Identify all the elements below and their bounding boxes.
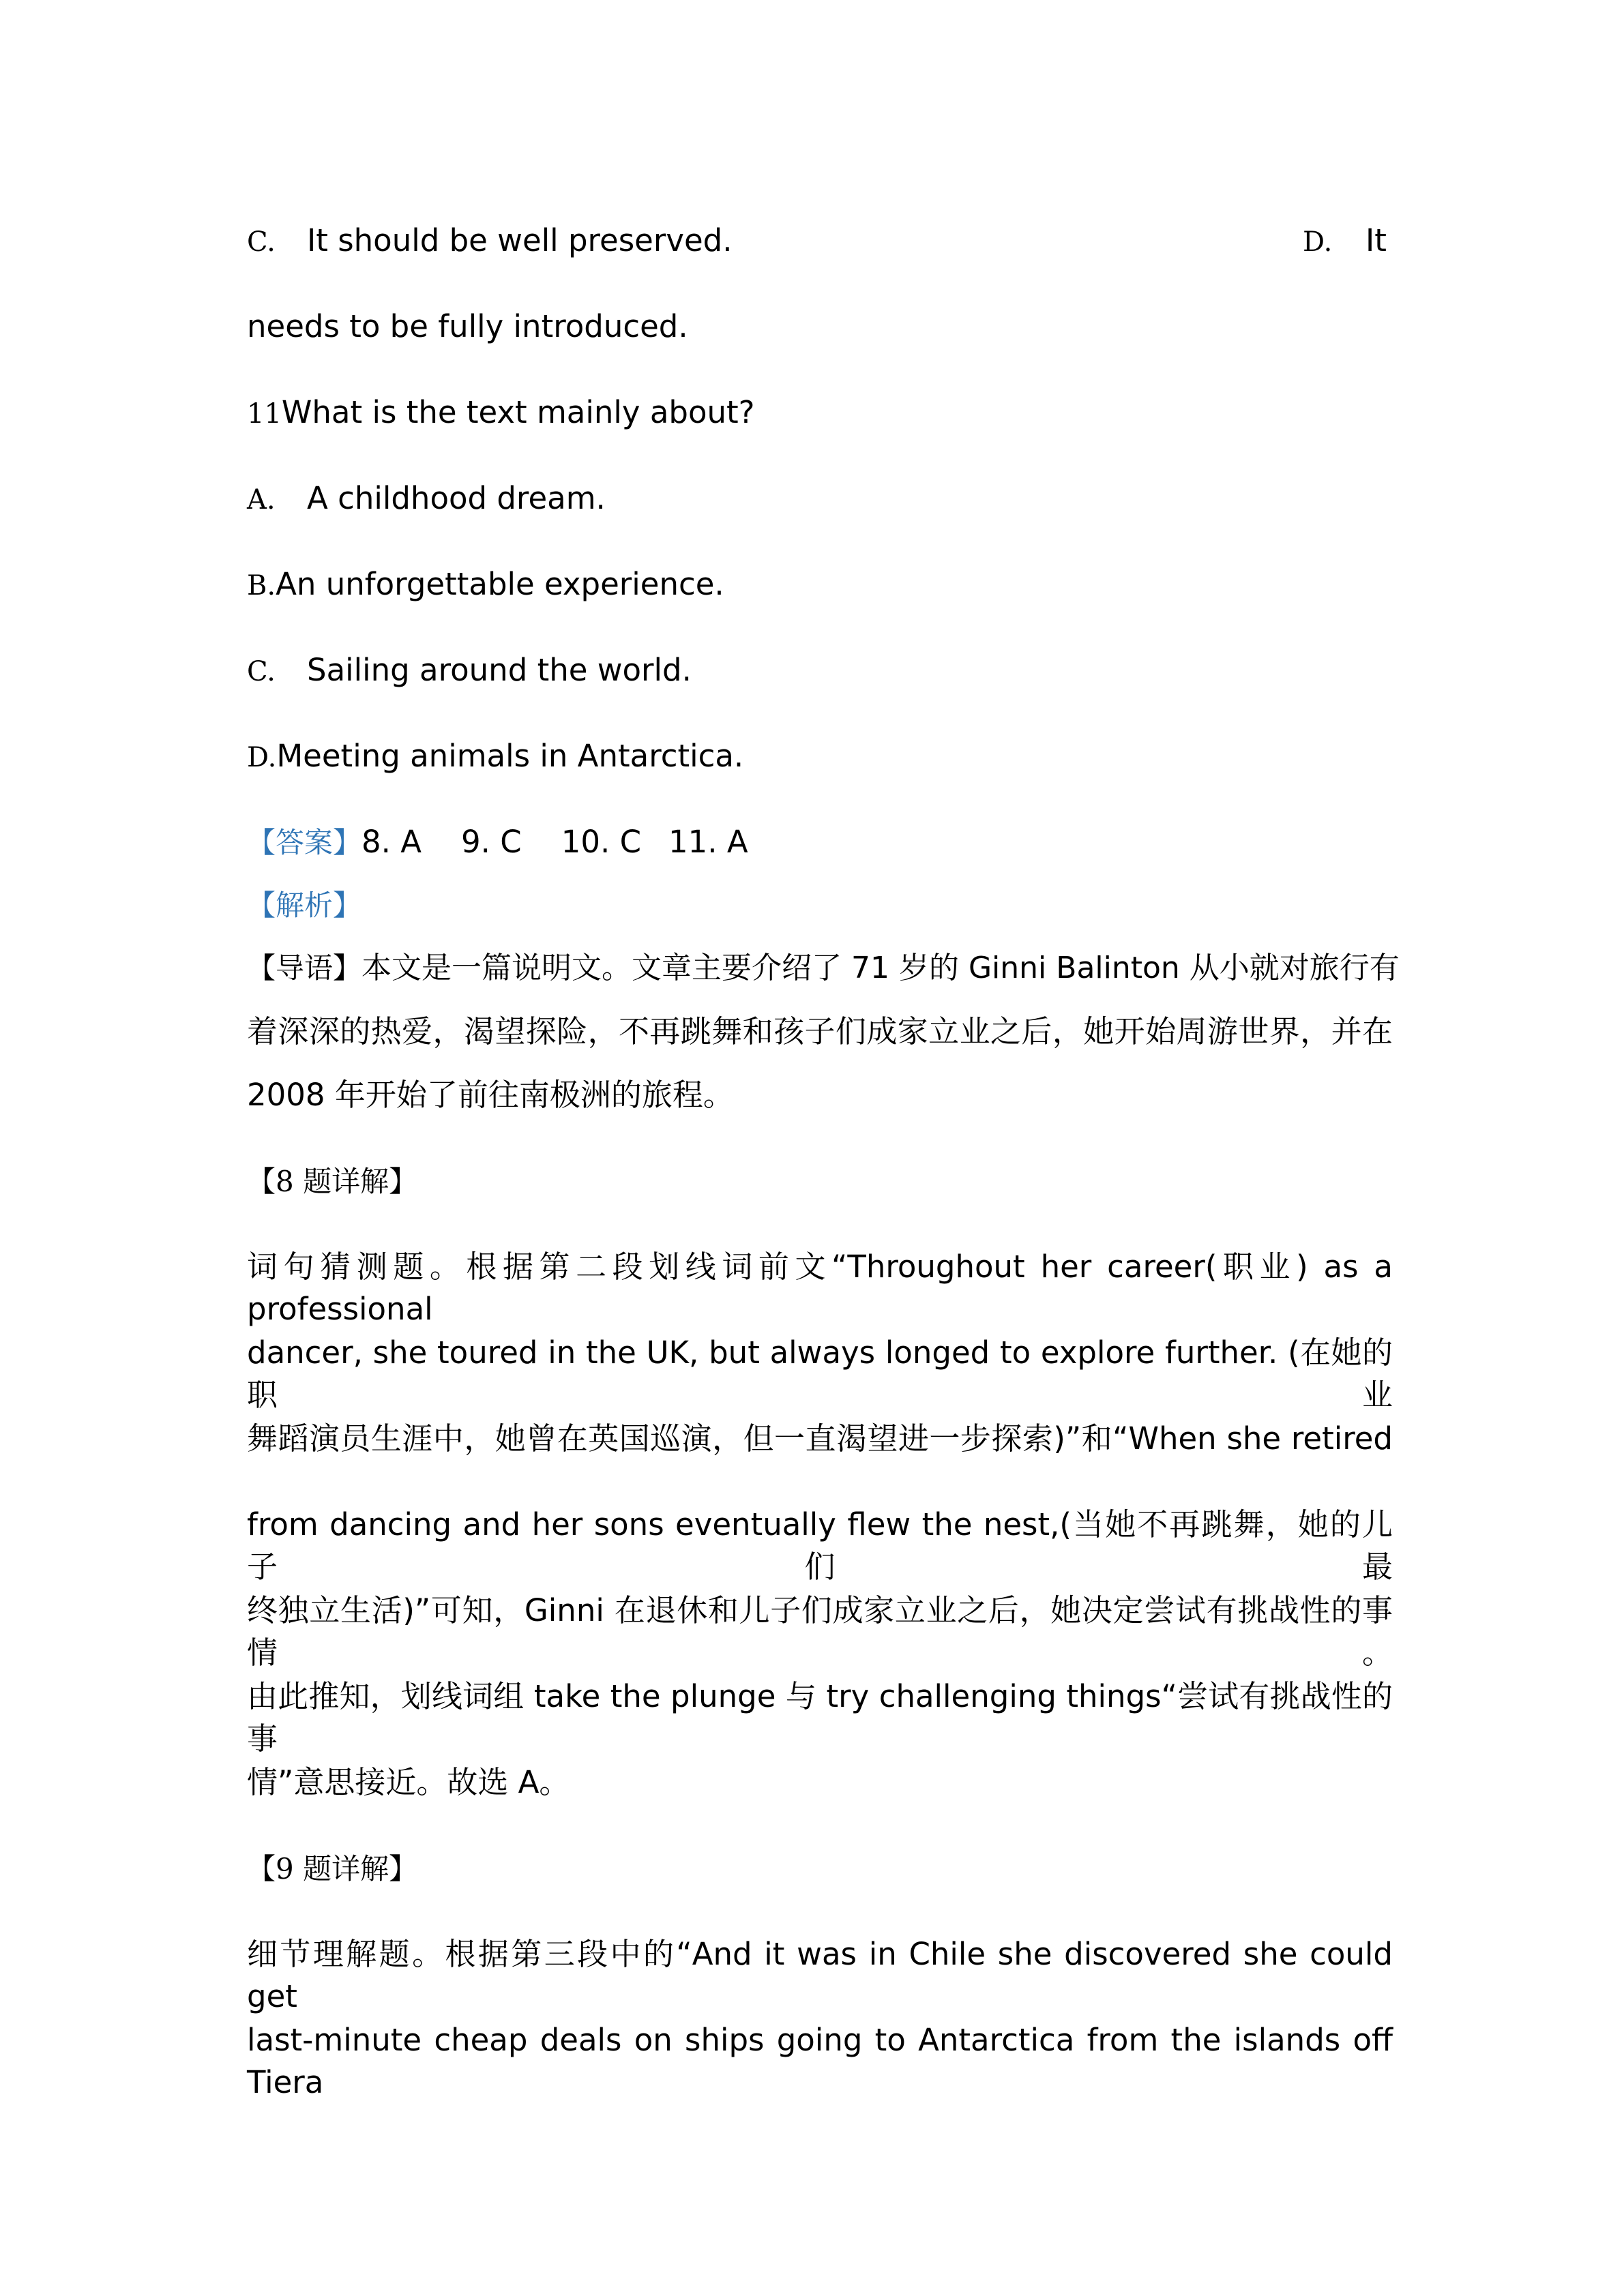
paragraph-text: 词句猜测题。根据第二段划线词前文“Throughout her career(职业) as a professional	[247, 1249, 1393, 1327]
option-text: It should be well preserved.	[307, 222, 733, 258]
q9-line	[247, 2019, 1393, 2100]
q8-line	[247, 1418, 1393, 1460]
option-label: D.	[247, 742, 277, 773]
answer-item: 8. A	[361, 824, 422, 860]
option-label: C.	[247, 226, 276, 258]
q11-question	[247, 391, 1393, 435]
q8-line	[247, 1504, 1393, 1585]
question-number: 11	[247, 398, 282, 430]
answer-item: 9. C	[461, 824, 522, 860]
question-text: What is the text mainly about?	[281, 394, 755, 430]
q8-line	[247, 1332, 1393, 1413]
intro-line	[247, 1011, 1393, 1053]
option-text: Sailing around the world.	[307, 652, 692, 688]
q8-line	[247, 1761, 1393, 1804]
q9-line	[247, 1933, 1393, 2014]
q8-heading	[247, 1160, 1393, 1203]
option-label: C.	[247, 656, 276, 687]
q11-option-a	[247, 477, 1393, 521]
q10-option-d-continued	[247, 305, 1393, 348]
q11-option-b	[247, 563, 1393, 607]
answer-tag: 【答案】	[247, 826, 362, 859]
answer-item: 11. A	[668, 824, 748, 860]
paragraph-text: 由此推知，划线词组 take the plunge 与 try challenging things“尝试有挑战性的事	[247, 1678, 1393, 1757]
q9-heading	[247, 1847, 1393, 1890]
option-label: B.	[247, 570, 276, 601]
paragraph-text: dancer, she toured in the UK, but always longed to explore further. (在她的职业	[247, 1335, 1393, 1413]
option-text: A childhood dream.	[307, 480, 606, 516]
option-text: Meeting animals in Antarctica.	[276, 738, 744, 774]
paragraph-text: 情”意思接近。故选 A。	[247, 1764, 570, 1800]
section-heading: 【8 题详解】	[247, 1165, 418, 1198]
paragraph-text: 细节理解题。根据第三段中的“And it was in Chile she discovered she could get	[247, 1936, 1393, 2014]
paragraph-text: from dancing and her sons eventually flew the nest,(当她不再跳舞，她的儿子们最	[247, 1506, 1393, 1585]
q11-option-d	[247, 735, 1393, 779]
intro-text: 本文是一篇说明文。文章主要介绍了 71 岁的 Ginni Balinton 从小就对旅行有	[361, 951, 1400, 985]
q10-option-c	[247, 220, 1393, 263]
intro-tag: 【导语】	[247, 951, 362, 985]
answer-item: 10. C	[561, 824, 642, 860]
option-label: D.	[1303, 226, 1333, 258]
answer-line	[247, 821, 1393, 864]
paragraph-text: 终独立生活)”可知，Ginni 在退休和儿子们成家立业之后，她决定尝试有挑战性的事情。	[247, 1592, 1393, 1671]
paragraph-text: 舞蹈演员生涯中，她曾在英国巡演，但一直渴望进一步探索)”和“When she retired	[247, 1420, 1393, 1457]
q8-line	[247, 1675, 1393, 1757]
analysis-tag: 【解析】	[247, 889, 362, 922]
q10-option-d	[1303, 220, 1398, 263]
intro-text: 着深深的热爱，渴望探险，不再跳舞和孩子们成家立业之后，她开始周游世界，并在	[247, 1013, 1393, 1049]
option-label: A.	[247, 484, 276, 516]
option-text-continued: needs to be fully introduced.	[247, 308, 688, 344]
option-text: It	[1365, 222, 1387, 258]
intro-text: 2008 年开始了前往南极洲的旅程。	[247, 1077, 734, 1113]
paragraph-text: last-minute cheap deals on ships going to Antarctica from the islands off Tiera	[247, 2022, 1393, 2100]
section-heading: 【9 题详解】	[247, 1852, 418, 1885]
intro-line	[247, 947, 1400, 989]
q11-option-c	[247, 649, 1393, 693]
intro-line	[247, 1074, 1393, 1116]
analysis-line	[247, 884, 1393, 927]
q8-line	[247, 1590, 1393, 1671]
q8-line	[247, 1246, 1393, 1327]
option-text: An unforgettable experience.	[276, 566, 724, 602]
